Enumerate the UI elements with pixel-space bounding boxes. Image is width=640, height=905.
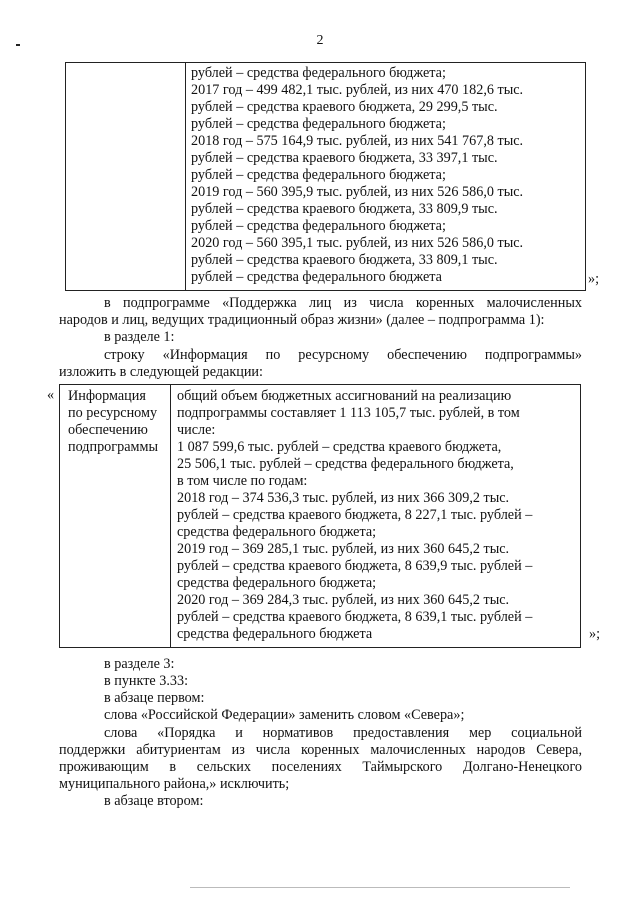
body-text-line: слова «Порядка и нормативов предоставления мер социальной <box>104 725 582 741</box>
table-line: рублей – средства краевого бюджета, 8 639,1 тыс. рублей – <box>177 609 533 625</box>
table-line: числе: <box>177 422 216 438</box>
opening-quote: « <box>47 387 55 403</box>
page-number: 2 <box>316 33 324 48</box>
body-text-line: муниципального района,» исключить; <box>59 776 290 792</box>
table-line: 25 506,1 тыс. рублей – средства федерального бюджета, <box>177 456 514 472</box>
closing-quote: »; <box>588 271 600 287</box>
funding-table-continuation <box>65 62 586 291</box>
table-line: 2017 год – 499 482,1 тыс. рублей, из них 470 182,6 тыс. <box>191 82 524 98</box>
table-line: 2020 год – 369 284,3 тыс. рублей, из них 360 645,2 тыс. <box>177 592 510 608</box>
body-text-line: поддержки абитуриентам из числа коренных малочисленных народов Севера, <box>59 742 582 758</box>
table-line: рублей – средства краевого бюджета, 33 809,1 тыс. <box>191 252 498 268</box>
table-line: 2018 год – 575 164,9 тыс. рублей, из них 541 767,8 тыс. <box>191 133 524 149</box>
table-line: 2018 год – 374 536,3 тыс. рублей, из них 366 309,2 тыс. <box>177 490 510 506</box>
body-text-line: в абзаце первом: <box>104 690 205 706</box>
row-header-line: Информация <box>68 388 146 404</box>
table-line: в том числе по годам: <box>177 473 308 489</box>
table-left-cell <box>60 385 171 647</box>
table-line: 2020 год – 560 395,1 тыс. рублей, из них 526 586,0 тыс. <box>191 235 524 251</box>
table-line: рублей – средства краевого бюджета, 8 227,1 тыс. рублей – <box>177 507 533 523</box>
scan-edge-line <box>190 887 570 888</box>
table-line: рублей – средства федерального бюджета <box>191 269 442 285</box>
scan-mark <box>16 44 20 46</box>
table-line: рублей – средства федерального бюджета; <box>191 65 446 81</box>
table-line: общий объем бюджетных ассигнований на реализацию <box>177 388 512 404</box>
table-line: рублей – средства федерального бюджета; <box>191 167 446 183</box>
body-text-line: слова «Российской Федерации» заменить словом «Севера»; <box>104 707 465 723</box>
row-header-line: подпрограммы <box>68 439 158 455</box>
table-line: средства федерального бюджета; <box>177 524 377 540</box>
table-line: 1 087 599,6 тыс. рублей – средства краевого бюджета, <box>177 439 502 455</box>
table-line: 2019 год – 560 395,9 тыс. рублей, из них 526 586,0 тыс. <box>191 184 524 200</box>
table-line: рублей – средства краевого бюджета, 33 397,1 тыс. <box>191 150 498 166</box>
table-line: рублей – средства краевого бюджета, 29 299,5 тыс. <box>191 99 498 115</box>
table-line: средства федерального бюджета <box>177 626 373 642</box>
table-line: рублей – средства федерального бюджета; <box>191 116 446 132</box>
table-line: подпрограммы составляет 1 113 105,7 тыс. рублей, в том <box>177 405 520 421</box>
body-text-line: строку «Информация по ресурсному обеспечению подпрограммы» <box>104 347 582 363</box>
body-text-line: в разделе 1: <box>104 329 175 345</box>
table-left-cell-empty <box>66 63 186 290</box>
table-line: рублей – средства краевого бюджета, 33 809,9 тыс. <box>191 201 498 217</box>
table-line: средства федерального бюджета; <box>177 575 377 591</box>
table-line: рублей – средства краевого бюджета, 8 639,9 тыс. рублей – <box>177 558 533 574</box>
resource-info-table <box>59 384 581 648</box>
table-line: рублей – средства федерального бюджета; <box>191 218 446 234</box>
row-header-line: обеспечению <box>68 422 148 438</box>
body-text-line: в абзаце втором: <box>104 793 204 809</box>
table-line: 2019 год – 369 285,1 тыс. рублей, из них 360 645,2 тыс. <box>177 541 510 557</box>
row-header-line: по ресурсному <box>68 405 158 421</box>
body-text-line: проживающим в сельских поселениях Таймырского Долгано-Ненецкого <box>59 759 582 775</box>
body-text-line: в подпрограмме «Поддержка лиц из числа коренных малочисленных <box>104 295 582 311</box>
body-text-line: в пункте 3.33: <box>104 673 189 689</box>
closing-quote: »; <box>589 626 601 642</box>
body-text-line: изложить в следующей редакции: <box>59 364 263 380</box>
body-text-line: в разделе 3: <box>104 656 175 672</box>
body-text-line: народов и лиц, ведущих традиционный образ жизни» (далее – подпрограмма 1): <box>59 312 545 328</box>
